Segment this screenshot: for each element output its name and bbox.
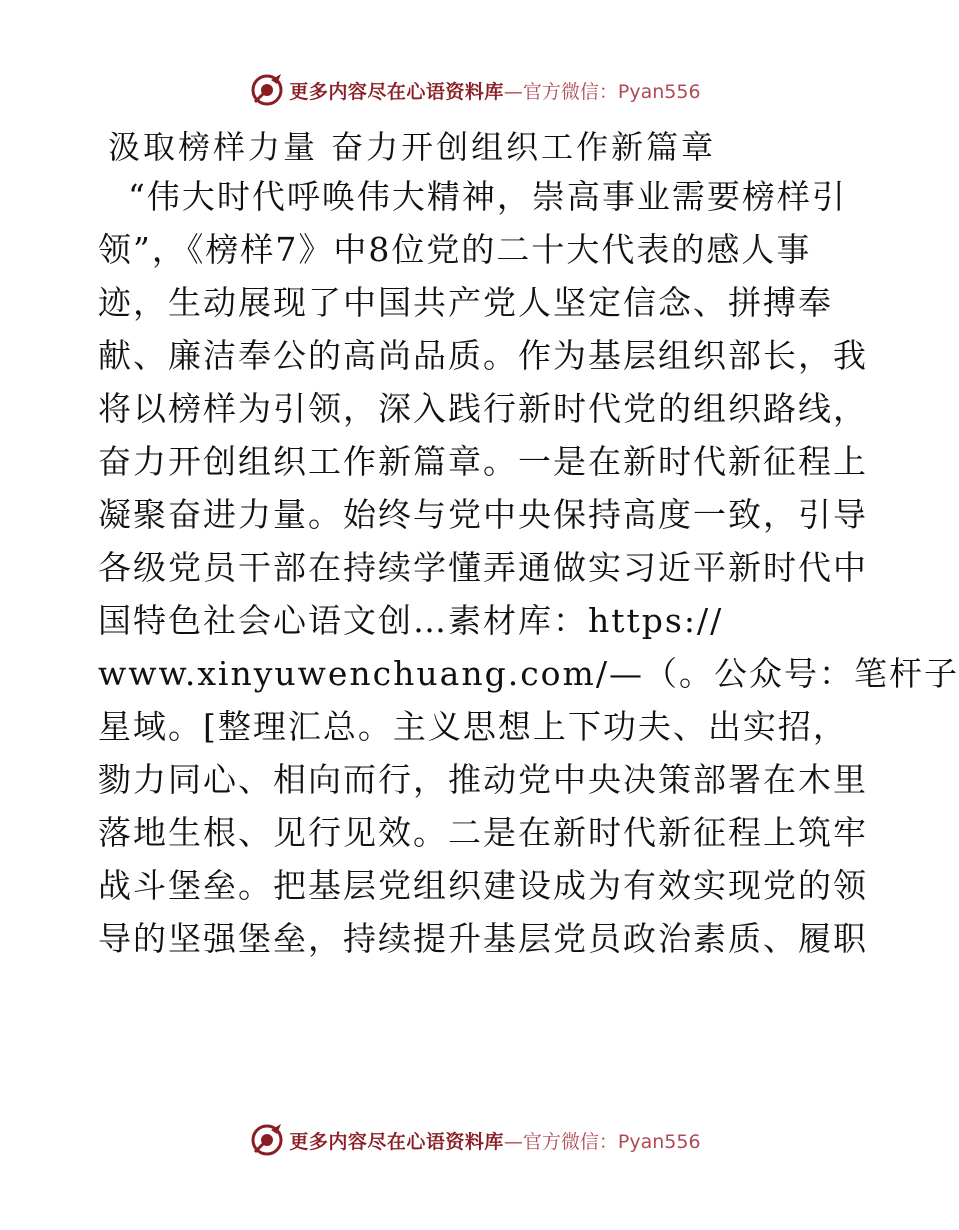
xinyu-logo-icon [249, 72, 285, 108]
paragraph-line: 勠力同心、相向而行，推动党中央决策部署在木里 [98, 760, 868, 799]
banner-text: 更多内容尽在心语资料库 [289, 1130, 504, 1153]
paragraph-line: 落地生根、见行见效。二是在新时代新征程上筑牢 [98, 813, 868, 852]
paragraph-line: www.xinyuwenchuang.com/—（。公众号：笔杆子 [98, 654, 959, 693]
paragraph-line: “伟大时代呼唤伟大精神，崇高事业需要榜样引 [128, 177, 847, 216]
paragraph-line: 献、廉洁奉公的高尚品质。作为基层组织部长，我 [98, 336, 868, 375]
xinyu-logo-icon [249, 1122, 285, 1158]
paragraph-line: 战斗堡垒。把基层党组织建设成为有效实现党的领 [98, 866, 868, 905]
banner-contact: —官方微信：Pyan556 [503, 1130, 701, 1153]
paragraph-line: 凝聚奋进力量。始终与党中央保持高度一致，引导 [98, 495, 868, 534]
header-watermark-banner [0, 70, 950, 110]
document-title: 汲取榜样力量 奋力开创组织工作新篇章 [108, 128, 717, 166]
document-body [98, 170, 959, 965]
paragraph-line: 将以榜样为引领，深入践行新时代党的组织路线， [98, 389, 868, 428]
paragraph-line: 国特色社会心语文创…素材库：https:// [98, 601, 724, 640]
paragraph-line: 迹，生动展现了中国共产党人坚定信念、拼搏奉 [98, 283, 833, 322]
banner-contact: —官方微信：Pyan556 [503, 80, 701, 103]
paragraph-line: 奋力开创组织工作新篇章。一是在新时代新征程上 [98, 442, 868, 481]
paragraph-line: 导的坚强堡垒，持续提升基层党员政治素质、履职 [98, 919, 868, 958]
paragraph-line: 领”，《榜样7》中8位党的二十大代表的感人事 [98, 230, 812, 269]
paragraph-line: 星域。[整理汇总。主义思想上下功夫、出实招， [98, 707, 848, 746]
banner-text: 更多内容尽在心语资料库 [289, 80, 504, 103]
paragraph-line: 各级党员干部在持续学懂弄通做实习近平新时代中 [98, 548, 868, 587]
footer-watermark-banner [0, 1120, 950, 1160]
